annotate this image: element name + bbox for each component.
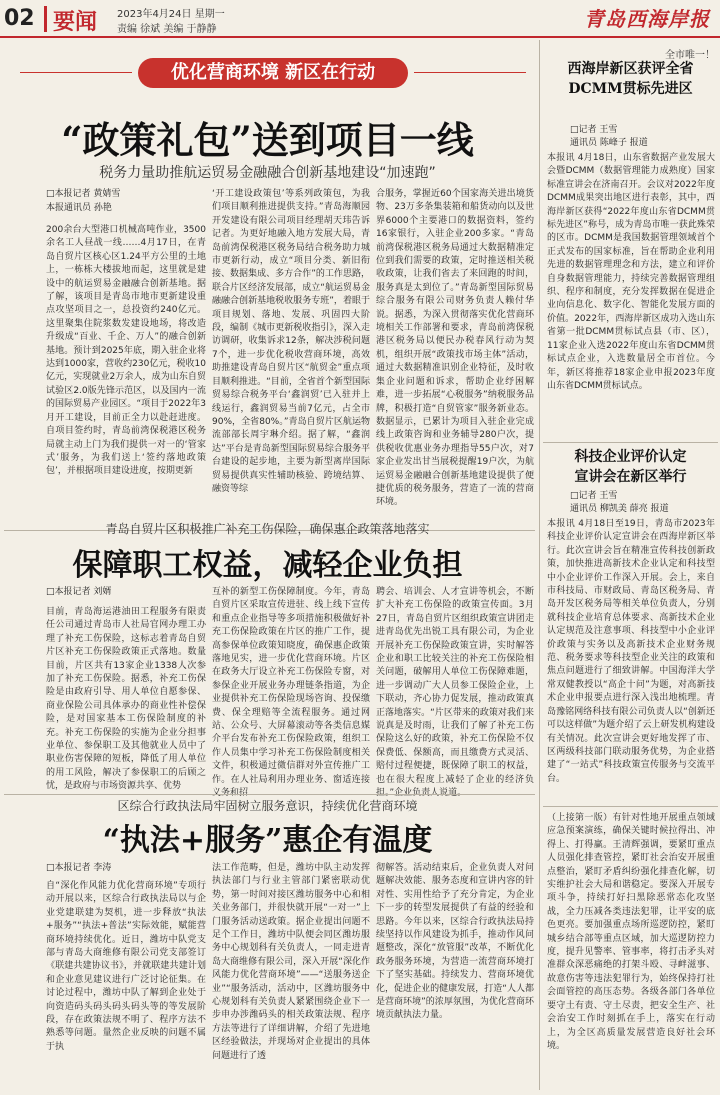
article-separator xyxy=(4,794,535,795)
right3-body: （上接第一版）有针对性地开展重点领域应急预案演练，确保关键时候拉得出、冲得上、打得赢。王清辉强调，要紧盯重点人员强化排查管控，紧盯社会治安开展重点整治，紧盯矛盾纠纷强化排查化解，切实维护社会大局和谐稳定。要深入开展专项斗争，持续打好扫黑除恶常态化攻坚战，全力压减各类违法犯罪，让平安的底色更亮。要加强重点场所巡逻防控，紧盯城乡结合部等重点区域，加大巡逻防控力度，提升见警率、管事率，将打击矛头对准群众深恶痛绝的打架斗殴、寻衅滋事、故意伤害等违法犯罪行为，始终保持打社会面管控的高压态势。各级各部门各单位要守土有责、守土尽责，把安全生产、社会治安工作时刻抓在手上，落实在行动上，为全区高质量发展营造良好社会环境。 xyxy=(547,813,715,1051)
article3-column-1: 自“深化作风能力优化营商环境”专项行动开展以来，区综合行政执法局以与企业党建联建为契机，进一步释放“执法+服务”“执法+普法”实际效能，赋能营商环境持续优化。近日，潍坊中队党支部与青岛大商维修有限公司党支部签订《联建共建协议书》，并就联建共建计划和企业意见建议进行广泛讨论征集。在讨论过程中，潍坊中队了解到企业处于向资造码头码头码头码头等的等发展阶段，存在政策法规不明了、程序方法不熟悉等问题。量然企业反映的问题不属于执 xyxy=(46,881,206,1052)
article3-byline: □本报记者 李涛 xyxy=(46,863,112,873)
article3-column-3: 彻解答。活动结束后，企业负责人对问题解决效能、服务态度和宣讲内容的针对性、实用性给予了充分肯定，为企业下一步的转型发展提供了有益的经验和思路。今年以来，区综合行政执法局持续坚持以作风建设为抓手，推动作风问题整改，深化“放管服”改革，不断优化政务服务环境，为营造一流营商环境打下了坚实基础。持续发力、营商环境优化，促进企业的健康发展，打造“人人都是营商环境”的浓厚氛围，为优化营商环境贡献执法力量。 xyxy=(376,863,534,1021)
right2-headline-line2: 宣讲会在新区举行 xyxy=(574,469,687,485)
article2-column-1: 目前，青岛海运港油田工程服务有限责任公司通过青岛市人社局官网办理工办理了补充工伤保险，这标志着青岛自贸片区补充工伤保险政策正式落地。数量目前，片区共有13家企业1338人次参加了补充工伤保险。据悉，补充工伤保险是由政府引导、用人单位自愿参保、商业保险公司具体承办的商业性补偿保险，是对国家基本工伤保险制度的补充。补充工伤保险的实施为企业分担事业单位、参保职工及其他就业人员中了职业伤害保障的短板，降低了用人单位的用工风险，解决了参保职工的后顾之忧，是政府与市场资源共享、优势 xyxy=(46,607,206,792)
article3-kicker: 区综合行政执法局牢固树立服务意识，持续优化营商环境 xyxy=(117,799,418,813)
article1-subheadline: 税务力量助推航运贸易金融融合创新基地建设“加速跑” xyxy=(99,165,436,181)
banner-rule-right xyxy=(414,72,526,73)
right1-body: 本报讯 4月18日，山东省数据产业发展大会暨DCMM（数据管理能力成熟度）国家标准宣讲会在济南召开。会议对2022年度DCMM成果突出地区进行表彰，其中，西海岸新区获得“2022年度山东省DCMM贯标先进区”称号，成为青岛市唯一获此殊荣的区市。DCMM是我国数据管理领域首个正式发布的国家标准，旨在帮助企业利用先进的数据管理理念和方法，建立和评价自身数据管理能力，持续完善数据管理组织、程序和制度，充分发挥数据在促进企业向信息化、数字化、智能化发展方面的价值。2022年，西海岸新区成功入选山东省第一批DCMM贯标试点县（市、区），11家企业入选2022年度山东省DCMM贯标试点企业，入选数量居全市首位。今年，新区将推荐18家企业申报2023年度山东省DCMM贯标试点。 xyxy=(547,153,715,391)
article1-byline-reporter: □本报记者 黄婧雪 xyxy=(46,189,121,199)
right1-byline-correspondent: 通讯员 陈峰子 报道 xyxy=(570,138,648,148)
right2-headline-line1: 科技企业评价认定 xyxy=(574,449,687,465)
editor-credits: 责编 徐斌 美编 于静静 xyxy=(117,24,217,35)
article1-byline-correspondent: 本报通讯员 孙艳 xyxy=(46,203,112,213)
column-divider xyxy=(539,40,540,1090)
article3-column-2: 法工作范畴，但是，潍坊中队主动发挥执法部门与行业主管部门紧密联动优势，第一时间对接区潍坊服务中心和相关业务部门，并很快就开展“一对一”上门服务活动送政策。据企业提出问题不足个工作日，潍坊中队便会同区潍坊服务中心规划科有关负责人，一同走进青岛大商维修有限公司，深入开展“深化作风能力优化营商环境”——“送服务送企业”“服务活动，活动中，区潍坊服务中心规划科有关负责人紧紧围绕企业下一步申办涉潍码头的相关政策法规、程序方法等进行了详细讲解，介绍了先进地区经验做法，并现场对企业提出的具体问题进行了透 xyxy=(212,863,370,1061)
right1-byline-reporter: □记者 王雪 xyxy=(570,125,618,135)
right-separator xyxy=(543,442,718,443)
masthead-rule xyxy=(0,36,720,38)
right2-body: 本报讯 4月18日至19日，青岛市2023年科技企业评价认定宣讲会在西海岸新区举行。此次宣讲会旨在精准宣传科技创新政策，加快推进高新技术企业认定和科技型中小企业评价工作深入开展。会上，来自市科技局、市财政局、青岛区税务局、青岛开发区税务局等相关单位负责人，分别就科技企业培育总体要求、高新技术企业认定规范及注意事项、科技型中小企业评价政策与实务以及高新技术企业财务规范、税务要求等科技型企业关注的政策和焦点问题进行了细致讲解。中国海洋大学常双健教授以“高企十问”为题，对高新技术企业申报要点进行深入浅出地梳理。青岛豫铭网络科技有限公司负责人以“创新还可以这样做”为题介绍了云上研发机构建设有关情况。此次宣讲会更好地发挥了市、区两级科技部门联动服务优势，为企业搭建了“一站式”科技政策宣传服务与交流平台。 xyxy=(547,519,715,784)
right2-byline-reporter: □记者 王雪 xyxy=(570,491,618,501)
article1-column-1: 200余台大型港口机械高吨作业，3500余名工人昼战一线……4月17日，在青岛自贸片区核心区1.24平方公里的土地上，一栋栋大楼拔地而起，这里就是建设中的航运贸易金融融合创新基地。据了解，该项目是青岛市地市更新建设重点攻坚项目之一，总投资约240亿元。这里聚集住院浆数发建设地场，将改造升级成“百业、千企、万人”的融合创新基地。预计到2025年底，期入驻企业将达到1000家，营收约230亿元，税收10亿元，实现就业2万余人，成为山东自贸试验区2.0版先锋示范区，以及国内一流的国际贸易产业园区。“项目于2022年3月开工建设，目前正全力以赴赶进度。自项目签约时，青岛前湾保税港区税务局就主动上门为我们提供一对一的‘管家式’服务，为我们送上‘签约落地政策包’，并根据项目建设进度，按期更新 xyxy=(46,225,206,477)
article2-column-2: 互补的新型工伤保障制度。今年，青岛自贸片区采取宣传进驻、线上线下宣传和重点企业指导等多项措施积极做好补充工伤保险政策在片区的推广工作，提高参保单位政策知晓度，确保惠企政策落地见实，进一步优化营商环境。片区在政务大厅设立补充工伤保险专窗，对参保企业开展业务办理链条指道，为企业提供补充工伤保险现场咨询、投保缴费、保全理赔等全流程服务。通过网站、公众号、大屏幕滚动等各类信息媒介平台发布补充工伤保险政策，组织工作人员集中学习补充工伤保险制度相关文件，积极通过微信群对外宣传推广工作。在人社局利用办理业务、窗适连接 xyxy=(212,587,370,785)
right-separator xyxy=(543,806,718,807)
banner-rule-left xyxy=(20,72,132,73)
right1-kicker: 全市唯一！ xyxy=(665,50,715,61)
newspaper-logo: 青岛西海岸报 xyxy=(584,7,710,31)
article2-byline: □本报记者 刘婿 xyxy=(46,587,112,597)
masthead-divider xyxy=(44,6,47,32)
issue-date: 2023年4月24日 星期一 xyxy=(117,9,225,20)
section-title: 要闻 xyxy=(53,10,98,35)
article2-kicker: 青岛自贸片区积极推广补充工伤保险，确保惠企政策落地落实 xyxy=(105,522,430,536)
article1-column-2: ‘开工建设政策包’等系列政策包，为我们项目顺利推进提供支持。”青岛海顺园开发建设有限公司项目经理胡天玮告诉记者。为更好地融入地方发展大局，青岛前湾保税港区税务局结合税务助力城市更新行动，成立“项目分类、新旧衔接、数据集成、多方合作”的工作思路，联合片区经济发展部，成立“航运贸易金融融合创新基地税收服务专班”，着眼于项目规划、落地、发展、巩固四大阶段，编制《城市更新税收指引》，深入走访调研，收集诉求12条，解决涉税问题7个，进一步优化税收营商环境，高效助推建设青岛自贸片区“航贸金”重点项目顺利推进。“目前，全省首个新型国际贸易综合税务平台‘鑫润贸’已入驻并上线运行，鑫润贸易当前7亿元，占全市90%，全省80%。”青岛自贸片区航运物流部部长周宇琳介绍。据了解，“鑫润达”平台是青岛新型国际贸易综合服务平台建设的起步地，主要为新型离岸国际贸易提供真实性辅助核验、跨境结算、融资等综 xyxy=(212,189,370,494)
page-number: 02 xyxy=(4,6,35,31)
right1-headline-line1: 西海岸新区获评全省 xyxy=(567,61,694,77)
article3-headline: “执法+服务”惠企有温度 xyxy=(102,823,433,858)
section-banner: 优化营商环境 新区在行动 xyxy=(138,58,408,88)
right2-byline-correspondent: 通讯员 柳凯美 薛亮 报道 xyxy=(570,504,669,514)
article1-headline: “政策礼包”送到项目一线 xyxy=(61,118,474,162)
article2-headline: 保障职工权益，减轻企业负担 xyxy=(72,548,463,583)
article2-column-3: 聘会、培训会、人才宣讲等机会，不断扩大补充工伤保险的政策宣传面。3月27日，青岛自贸片区组织政策宣讲团走进青岛优先出锐工具有限公司，为企业开展补充工伤保险政策宣讲，实时解答企业和职工比较关注的补充工伤保险相关问题，破解用人单位工伤保障难题，进一步调动广大人员参工保险企业，上下联动，齐心协力促发展，推动政策真正落地落实。“片区带来的政策对我们来说真是及时雨，让我们了解了补充工伤保险这么好的政策，补充工伤保险不仅保费低、保额高，而且缴费方式灵活、赔付过程便捷，既保障了职工的权益，也在很大程度上减轻了企业的经济负 xyxy=(376,587,534,785)
masthead xyxy=(0,0,720,36)
article1-column-3: 合服务，掌握近60个国家海关进出境货物、23万多条集装箱和船货动向以及世界6000个主要港口的数据资料，签约16家银行，入驻企业200多家。“青岛前湾保税港区税务局通过大数据精准定位到我们需要的政策，定时推送相关税收政策，让我们省去了来回跑的时间，服务真是太到位了。”青岛新型国际贸易综合服务有限公司财务负责人赖付华说。据悉，为深入贯彻落实优化营商环境相关工作部署和要求，青岛前湾保税港区税务局以便民办税春风行动为契机，组织开展“政策找市场主体”活动，通过大数据精准识别企业特征，及时收集企业问题和诉求，帮助企业纾困解难，进一步拓展“心税服务”纳税服务品牌，积极打造“自贸管家”服务新业态。数据显示，已累计为项目入驻企业完成线上政策咨询和业务辅导280户次，提供税收优惠业务办理指导55户次，对7家企业发出甘当展税提醒19户次，为航运贸易金融融合创新基地建设提供了便捷优质的税务服务，营造了一流的营商环境。 xyxy=(376,189,534,508)
right1-headline-line2: DCMM贯标先进区 xyxy=(568,81,693,97)
